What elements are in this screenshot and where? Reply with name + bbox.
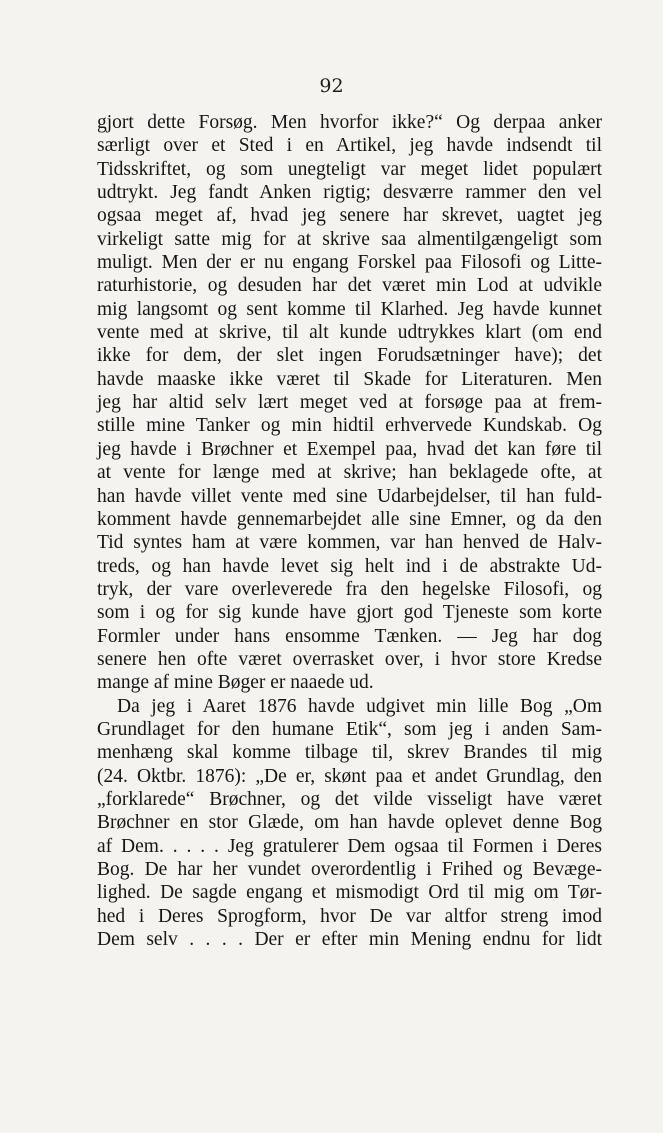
text-line: „forklarede“ Brøchner, og det vilde visseligt have været xyxy=(97,788,602,810)
text-line: Tidsskriftet, og som unegteligt var meget lidet populært xyxy=(97,158,602,180)
text-line: af Dem. . . . . Jeg gratulerer Dem ogsaa til Formen i Deres xyxy=(97,835,602,857)
text-line: muligt. Men der er nu engang Forskel paa Filosofi og Litte- xyxy=(97,252,602,274)
text-line: vente med at skrive, til alt kunde udtrykkes klart (om end xyxy=(97,322,602,344)
text-line: (24. Oktbr. 1876): „De er, skønt paa et andet Grundlag, den xyxy=(97,765,602,787)
text-line: virkeligt satte mig for at skrive saa almentilgængeligt som xyxy=(97,228,602,250)
paragraph-end-line: mange af mine Bøger er naaede ud. xyxy=(97,672,374,694)
text-line: han havde villet vente med sine Udarbejdelser, til han fuld- xyxy=(97,485,602,507)
text-line: jeg har altid selv lært meget ved at forsøge paa at frem- xyxy=(97,392,602,414)
text-line: komment havde gennemarbejdet alle sine Emner, og da den xyxy=(97,508,602,530)
paragraph-start-line: Da jeg i Aaret 1876 havde udgivet min lille Bog „Om xyxy=(117,695,602,717)
text-line: gjort dette Forsøg. Men hvorfor ikke?“ Og derpaa anker xyxy=(97,112,602,133)
text-line: Brøchner en stor Glæde, om han havde oplevet denne Bog xyxy=(97,812,602,834)
text-line: havde maaske ikke været til Skade for Literaturen. Men xyxy=(97,368,602,390)
text-line: ogsaa meget af, hvad jeg senere har skrevet, uagtet jeg xyxy=(97,205,602,227)
text-line: at vente for længe med at skrive; han beklagede ofte, at xyxy=(97,462,602,484)
text-line: Grundlaget for den humane Etik“, som jeg i anden Sam- xyxy=(97,718,602,740)
text-line: treds, og han havde levet sig helt ind i de abstrakte Ud- xyxy=(97,555,602,577)
body-text xyxy=(97,111,602,951)
text-line: Tid syntes ham at være kommen, var han henved de Halv- xyxy=(97,532,602,554)
text-line: ikke for dem, der slet ingen Forudsætninger have); det xyxy=(97,345,602,367)
text-line: Formler under hans ensomme Tænken. — Jeg har dog xyxy=(97,625,602,647)
text-line: senere hen ofte været overrasket over, i hvor store Kredse xyxy=(97,648,602,670)
text-line: udtrykt. Jeg fandt Anken rigtig; desværre rammer den vel xyxy=(97,182,602,204)
text-line: særligt over et Sted i en Artikel, jeg havde indsendt til xyxy=(97,135,602,157)
text-line: som i og for sig kunde have gjort god Tjeneste som korte xyxy=(97,602,602,624)
text-line: Bog. De har her vundet overordentlig i Frihed og Bevæge- xyxy=(97,859,602,880)
text-line: stille mine Tanker og min hidtil erhvervede Kundskab. Og xyxy=(97,415,602,437)
text-line: Dem selv . . . . Der er efter min Mening endnu for lidt xyxy=(97,929,602,951)
text-line: mig langsomt og sent komme til Klarhed. Jeg havde kunnet xyxy=(97,298,602,320)
page-number: 92 xyxy=(319,75,344,97)
text-line: tryk, der vare overleverede fra den hegelske Filosofi, og xyxy=(97,578,602,600)
text-line: hed i Deres Sprogform, hvor De var altfor streng imod xyxy=(97,905,602,927)
text-line: jeg havde i Brøchner et Exempel paa, hvad det kan føre til xyxy=(97,438,602,460)
text-line: raturhistorie, og desuden har det været min Lod at udvikle xyxy=(97,275,602,297)
text-line: lighed. De sagde engang et mismodigt Ord til mig om Tør- xyxy=(97,882,602,904)
text-line: menhæng skal komme tilbage til, skrev Brandes til mig xyxy=(97,742,602,764)
